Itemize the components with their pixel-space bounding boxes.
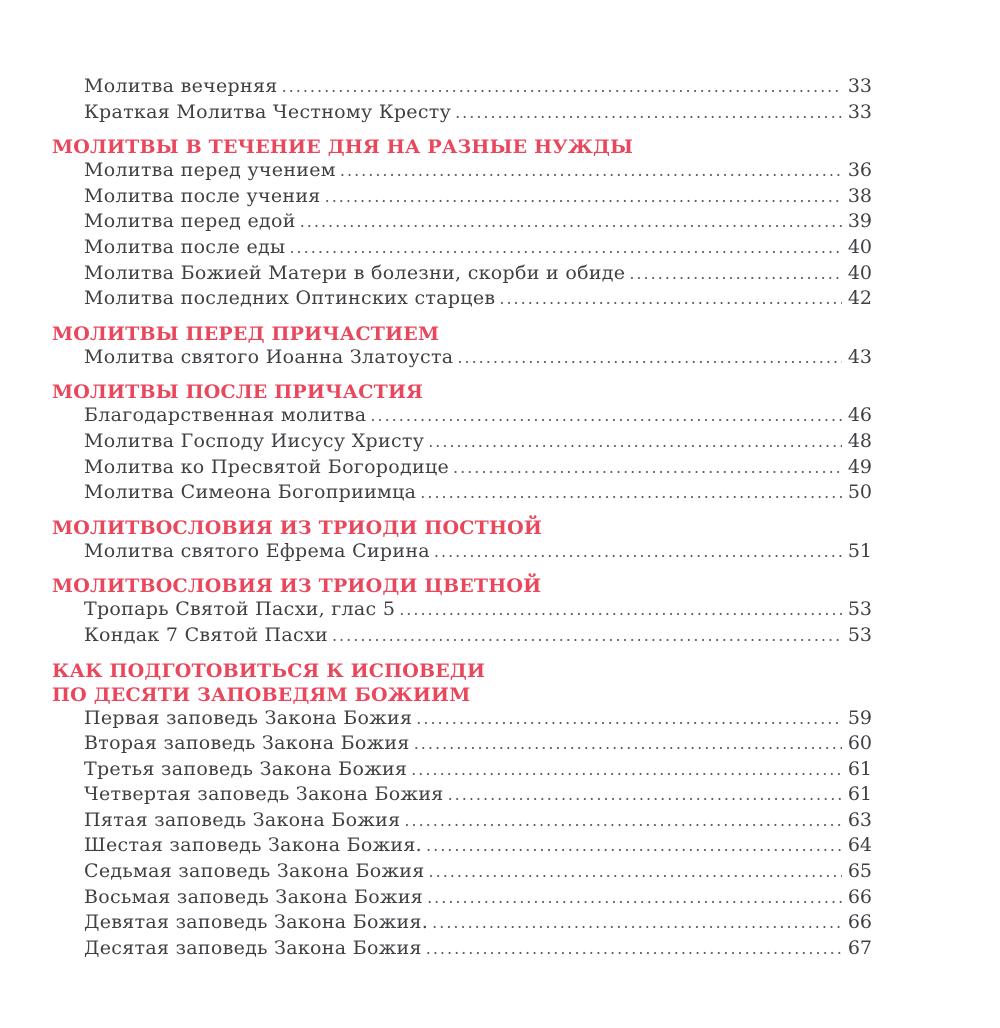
toc-entry[interactable] xyxy=(52,210,872,236)
toc-entry-page-number: 40 xyxy=(847,261,872,284)
toc-entry[interactable] xyxy=(52,937,872,963)
toc-entry-title: Молитва Господу Иисусу Христу xyxy=(84,429,425,452)
dot-leader xyxy=(332,626,842,645)
toc-entry-page-number: 33 xyxy=(847,100,872,123)
toc-entry[interactable] xyxy=(52,287,872,313)
section-heading xyxy=(52,573,872,598)
toc-entry-page-number: 53 xyxy=(847,598,872,621)
section-heading-line: ПО ДЕСЯТИ ЗАПОВЕДЯМ БОЖИИМ xyxy=(52,683,471,706)
toc-entry-title: Молитва последних Оптинских старцев xyxy=(84,287,496,310)
section-heading xyxy=(52,134,872,159)
toc-entry[interactable] xyxy=(52,236,872,262)
section-heading-line: МОЛИТВОСЛОВИЯ ИЗ ТРИОДИ ЦВЕТНОЙ xyxy=(52,575,542,598)
toc-entry-title: Молитва ко Пресвятой Богородице xyxy=(84,455,450,478)
toc-entry-page-number: 60 xyxy=(847,732,872,755)
toc-entry[interactable] xyxy=(52,540,872,566)
toc-entry[interactable] xyxy=(52,185,872,211)
toc-entry[interactable] xyxy=(52,430,872,456)
toc-section xyxy=(52,515,872,566)
toc-section xyxy=(52,379,872,506)
toc-entry-title: Тропарь Святой Пасхи, глас 5 xyxy=(84,598,396,621)
toc-entry-page-number: 49 xyxy=(847,455,872,478)
toc-entry-page-number: 66 xyxy=(847,885,872,908)
toc-entry-page-number: 67 xyxy=(847,936,872,959)
toc-entry-title: Молитва вечерняя xyxy=(84,75,278,97)
toc-entry-page-number: 42 xyxy=(847,287,872,310)
dot-leader xyxy=(629,264,842,283)
section-heading xyxy=(52,379,872,404)
section-heading-line: МОЛИТВОСЛОВИЯ ИЗ ТРИОДИ ПОСТНОЙ xyxy=(52,516,543,539)
dot-leader xyxy=(289,238,842,257)
toc-entry-title: Молитва после еды xyxy=(84,235,286,258)
toc-entry-title: Десятая заповедь Закона Божия xyxy=(84,936,422,959)
dot-leader xyxy=(420,483,842,502)
section-heading-line: МОЛИТВЫ В ТЕЧЕНИЕ ДНЯ НА РАЗНЫЕ НУЖДЫ xyxy=(52,136,634,159)
toc-entry-page-number: 46 xyxy=(847,404,872,427)
dot-leader xyxy=(427,888,842,907)
dot-leader xyxy=(453,458,842,477)
dot-leader xyxy=(426,939,842,958)
toc-entry-title: Третья заповедь Закона Божия xyxy=(84,757,408,780)
toc-entry-page-number: 50 xyxy=(847,481,872,504)
toc-entry[interactable] xyxy=(52,598,872,624)
dot-leader xyxy=(282,77,842,96)
toc-entry[interactable] xyxy=(52,101,872,127)
toc-section xyxy=(52,658,872,963)
toc-entry-page-number: 33 xyxy=(847,75,872,97)
dot-leader xyxy=(325,187,842,206)
toc-section xyxy=(52,321,872,372)
toc-entry-title: Молитва перед учением xyxy=(84,159,336,182)
toc-entry-page-number: 61 xyxy=(847,757,872,780)
toc-entry-title: Благодарственная молитва xyxy=(84,404,367,427)
toc-entry[interactable] xyxy=(52,159,872,185)
section-heading-line: МОЛИТВЫ ПОСЛЕ ПРИЧАСТИЯ xyxy=(52,381,424,404)
toc-entry[interactable] xyxy=(52,624,872,650)
toc-entry-page-number: 40 xyxy=(847,235,872,258)
toc-entry[interactable] xyxy=(52,346,872,372)
dot-leader xyxy=(399,600,842,619)
toc-entry-title: Кондак 7 Святой Пасхи xyxy=(84,623,328,646)
section-heading xyxy=(52,321,872,346)
dot-leader xyxy=(404,811,842,830)
toc-entry[interactable] xyxy=(52,75,872,101)
toc-entry-page-number: 66 xyxy=(847,911,872,934)
dot-leader xyxy=(432,913,842,932)
toc-entry-title: Молитва Симеона Богоприимца xyxy=(84,481,417,504)
toc-entry-title: Вторая заповедь Закона Божия xyxy=(84,732,410,755)
toc-entry[interactable] xyxy=(52,758,872,784)
toc-entry-page-number: 48 xyxy=(847,429,872,452)
toc-entry-page-number: 65 xyxy=(847,860,872,883)
toc-entry[interactable] xyxy=(52,262,872,288)
toc-entry-page-number: 36 xyxy=(847,159,872,182)
toc-entry-page-number: 51 xyxy=(847,539,872,562)
dot-leader xyxy=(448,785,842,804)
toc-entry-title: Восьмая заповедь Закона Божия xyxy=(84,885,424,908)
toc-entry[interactable] xyxy=(52,911,872,937)
dot-leader xyxy=(426,836,842,855)
toc-entry[interactable] xyxy=(52,404,872,430)
toc-entry-title: Четвертая заповедь Закона Божия xyxy=(84,783,444,806)
toc-entry-title: Молитва после учения xyxy=(84,184,321,207)
toc-entry-title: Молитва святого Ефрема Сирина xyxy=(84,539,430,562)
toc-entry-title: Молитва святого Иоанна Златоуста xyxy=(84,345,454,368)
toc-entry[interactable] xyxy=(52,481,872,507)
toc-section xyxy=(52,75,872,126)
toc-entry-page-number: 39 xyxy=(847,210,872,233)
dot-leader xyxy=(370,406,842,425)
dot-leader xyxy=(411,760,842,779)
toc-entry[interactable] xyxy=(52,809,872,835)
table-of-contents xyxy=(52,75,872,962)
toc-entry-page-number: 61 xyxy=(847,783,872,806)
section-heading-line: МОЛИТВЫ ПЕРЕД ПРИЧАСТИЕМ xyxy=(52,322,440,345)
dot-leader xyxy=(414,734,842,753)
toc-entry-title: Молитва Божией Матери в болезни, скорби и обиде xyxy=(84,261,626,284)
toc-entry-title: Первая заповедь Закона Божия xyxy=(84,706,413,729)
dot-leader xyxy=(429,862,842,881)
dot-leader xyxy=(434,542,842,561)
dot-leader xyxy=(455,103,842,122)
dot-leader xyxy=(340,161,842,180)
toc-section xyxy=(52,573,872,649)
toc-entry-title: Молитва перед едой xyxy=(84,210,296,233)
toc-section xyxy=(52,134,872,313)
toc-entry[interactable] xyxy=(52,732,872,758)
toc-entry-title: Седьмая заповедь Закона Божия xyxy=(84,860,425,883)
toc-entry-title: Пятая заповедь Закона Божия xyxy=(84,808,401,831)
toc-entry-page-number: 64 xyxy=(847,834,872,857)
dot-leader xyxy=(416,709,842,728)
toc-entry[interactable] xyxy=(52,860,872,886)
toc-entry-page-number: 53 xyxy=(847,623,872,646)
toc-entry[interactable] xyxy=(52,886,872,912)
toc-entry[interactable] xyxy=(52,834,872,860)
toc-entry[interactable] xyxy=(52,707,872,733)
toc-entry-page-number: 38 xyxy=(847,184,872,207)
section-heading-line: КАК ПОДГОТОВИТЬСЯ К ИСПОВЕДИ xyxy=(52,659,486,682)
toc-entry[interactable] xyxy=(52,456,872,482)
toc-entry[interactable] xyxy=(52,783,872,809)
toc-entry-title: Девятая заповедь Закона Божия. xyxy=(84,911,429,934)
dot-leader xyxy=(499,289,842,308)
section-heading xyxy=(52,658,872,707)
dot-leader xyxy=(428,432,842,451)
dot-leader xyxy=(300,212,842,231)
toc-entry-title: Краткая Молитва Честному Кресту xyxy=(84,100,452,123)
toc-entry-page-number: 59 xyxy=(847,706,872,729)
dot-leader xyxy=(457,348,842,367)
section-heading xyxy=(52,515,872,540)
toc-entry-title: Шестая заповедь Закона Божия. xyxy=(84,834,423,857)
toc-entry-page-number: 43 xyxy=(847,345,872,368)
toc-entry-page-number: 63 xyxy=(847,808,872,831)
